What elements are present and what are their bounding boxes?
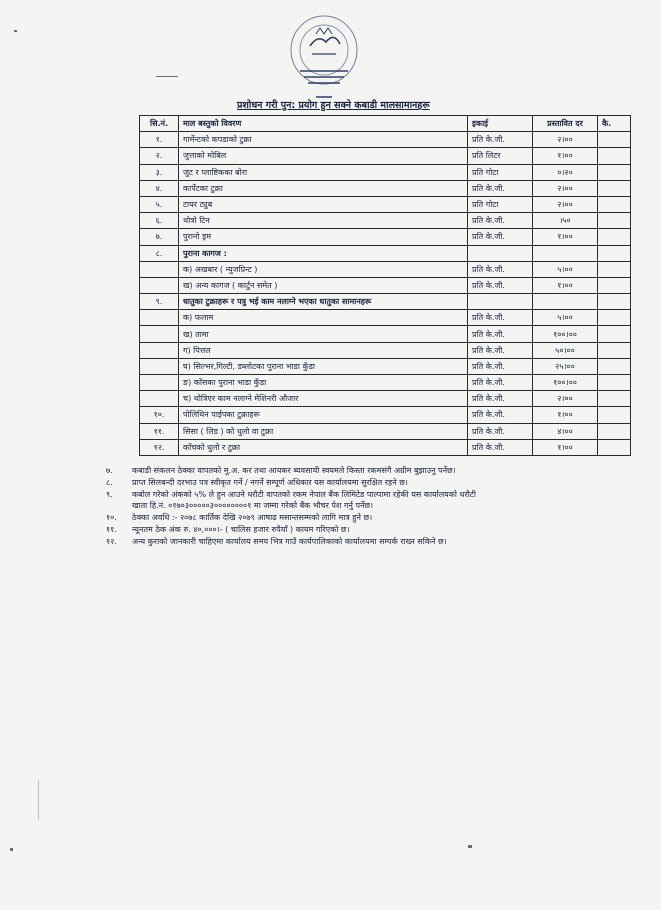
- office-seal-stamp: [286, 10, 362, 102]
- table-row: [140, 342, 631, 358]
- table-row: [140, 375, 631, 391]
- serial-cell: १०.: [140, 407, 179, 423]
- serial-cell: [140, 358, 179, 374]
- note-text: कबोल गरेको अंकको ५% ले हुन आउने धरौटी वापतको रकम नेपाल बैंक लिमिटेड पाल्पामा रहेकी यस कार्यालयको धरौटी: [132, 490, 476, 499]
- remarks-cell: [598, 407, 631, 423]
- scan-speck: [38, 780, 39, 820]
- note-text-continued: खाता हि.नं. ०१७०३०००००३००००००००१ मा जम्मा गरेको बैंक भौचर पेश गर्नु पर्नेछ।: [132, 501, 374, 510]
- unit-cell: प्रति के.जी.: [468, 132, 533, 148]
- rate-cell: [533, 245, 598, 261]
- description-cell: ख) तामा: [179, 326, 468, 342]
- table-row: [140, 180, 631, 196]
- seal-emblem-icon: [286, 10, 362, 102]
- note-text-block: [132, 524, 646, 535]
- table-row: [140, 423, 631, 439]
- table-row: [140, 229, 631, 245]
- note-item: [106, 489, 646, 511]
- table-row: [140, 391, 631, 407]
- rate-cell: २५।००: [533, 358, 598, 374]
- scan-speck: [14, 30, 17, 32]
- rate-cell: १।००: [533, 407, 598, 423]
- description-cell: पुरानो ड्रम: [179, 229, 468, 245]
- note-text: न्यूनतम ठेक अंक रु. ४०,०००।- ( चालिस हजार रुपैयाँ ) कायम गरिएको छ।: [132, 525, 350, 534]
- serial-cell: १२.: [140, 439, 179, 455]
- rate-cell: २।००: [533, 180, 598, 196]
- unit-cell: प्रति लिटर: [468, 148, 533, 164]
- column-header-description: माल बस्तुको विवरण: [179, 116, 468, 132]
- serial-cell: [140, 326, 179, 342]
- description-cell: क) फलाम: [179, 310, 468, 326]
- description-cell: सिसा ( लिड ) को धुलो वा टुक्रा: [179, 423, 468, 439]
- rate-cell: ४।००: [533, 423, 598, 439]
- note-text-block: [132, 465, 646, 476]
- note-number: १०.: [106, 513, 117, 522]
- serial-cell: २.: [140, 148, 179, 164]
- scrap-items-table: [139, 115, 631, 456]
- note-item: [106, 465, 646, 476]
- description-cell: गार्मेन्टको कपडाको टुक्रा: [179, 132, 468, 148]
- rate-cell: ५।००: [533, 310, 598, 326]
- scan-speck: [10, 848, 13, 851]
- rate-cell: ५०।००: [533, 342, 598, 358]
- remarks-cell: [598, 132, 631, 148]
- rate-cell: २।००: [533, 196, 598, 212]
- remarks-cell: [598, 213, 631, 229]
- note-item: [106, 524, 646, 535]
- remarks-cell: [598, 423, 631, 439]
- description-cell: ग) पित्तल: [179, 342, 468, 358]
- note-item: [106, 536, 646, 547]
- remarks-cell: [598, 342, 631, 358]
- unit-cell: प्रति के.जी.: [468, 423, 533, 439]
- remarks-cell: [598, 439, 631, 455]
- table-row: [140, 132, 631, 148]
- serial-cell: [140, 375, 179, 391]
- remarks-cell: [598, 261, 631, 277]
- rate-cell: १।००: [533, 439, 598, 455]
- serial-cell: ४.: [140, 180, 179, 196]
- unit-cell: प्रति के.जी.: [468, 342, 533, 358]
- remarks-cell: [598, 245, 631, 261]
- unit-cell: प्रति के.जी.: [468, 391, 533, 407]
- note-text-block: [132, 477, 646, 488]
- table-row: [140, 261, 631, 277]
- unit-cell: प्रति के.जी.: [468, 326, 533, 342]
- remarks-cell: [598, 326, 631, 342]
- remarks-cell: [598, 310, 631, 326]
- description-cell: पुराना कागज :: [179, 245, 468, 261]
- note-text-block: [132, 536, 646, 547]
- note-text-block: [132, 512, 646, 523]
- unit-cell: प्रति के.जी.: [468, 407, 533, 423]
- rate-cell: १।००: [533, 229, 598, 245]
- remarks-cell: [598, 164, 631, 180]
- note-number: ९.: [106, 490, 113, 499]
- unit-cell: [468, 245, 533, 261]
- table-group-row: [140, 245, 631, 261]
- remarks-cell: [598, 148, 631, 164]
- description-cell: ख) अन्य कागज ( कार्टुन समेत ): [179, 277, 468, 293]
- serial-cell: [140, 310, 179, 326]
- serial-cell: ७.: [140, 229, 179, 245]
- unit-cell: प्रति के.जी.: [468, 229, 533, 245]
- column-header-serial: सि.नं.: [140, 116, 179, 132]
- rate-cell: १००।००: [533, 326, 598, 342]
- table-row: [140, 148, 631, 164]
- serial-cell: ३.: [140, 164, 179, 180]
- remarks-cell: [598, 358, 631, 374]
- unit-cell: प्रति के.जी.: [468, 375, 533, 391]
- unit-cell: प्रति के.जी.: [468, 261, 533, 277]
- column-header-proposed-rate: प्रस्तावित दर: [533, 116, 598, 132]
- remarks-cell: [598, 391, 631, 407]
- note-number: १२.: [106, 537, 117, 546]
- rate-cell: १।००: [533, 277, 598, 293]
- table-row: [140, 326, 631, 342]
- unit-cell: प्रति के.जी.: [468, 180, 533, 196]
- serial-cell: १.: [140, 132, 179, 148]
- rate-cell: [533, 294, 598, 310]
- table-row: [140, 213, 631, 229]
- description-cell: जुट र प्लाष्टिकका बोरा: [179, 164, 468, 180]
- note-item: [106, 512, 646, 523]
- remarks-cell: [598, 277, 631, 293]
- scan-speck: [156, 76, 178, 77]
- rate-cell: १००।००: [533, 375, 598, 391]
- note-number: ७.: [106, 466, 113, 475]
- table-header-row: [140, 116, 631, 132]
- unit-cell: [468, 294, 533, 310]
- serial-cell: [140, 391, 179, 407]
- note-item: [106, 477, 646, 488]
- serial-cell: ८.: [140, 245, 179, 261]
- rate-cell: ५।००: [533, 261, 598, 277]
- description-cell: जुत्ताको मोबिल: [179, 148, 468, 164]
- note-number: ८.: [106, 478, 113, 487]
- remarks-cell: [598, 375, 631, 391]
- note-text-block: [132, 489, 646, 511]
- serial-cell: ६.: [140, 213, 179, 229]
- note-text: प्राप्त सिलबन्दी दरभाउ पत्र स्वीकृत गर्ने / नगर्ने सम्पूर्ण अधिकार यस कार्यालयमा सुरक्षित रहने छ।: [132, 478, 408, 487]
- description-cell: कार्पेटका टुक्रा: [179, 180, 468, 196]
- description-cell: काँचको धुलो र टुक्रा: [179, 439, 468, 455]
- unit-cell: प्रति के.जी.: [468, 358, 533, 374]
- unit-cell: प्रति के.जी.: [468, 439, 533, 455]
- rate-cell: १।००: [533, 148, 598, 164]
- note-number: ११.: [106, 525, 117, 534]
- remarks-cell: [598, 196, 631, 212]
- serial-cell: [140, 342, 179, 358]
- remarks-cell: [598, 294, 631, 310]
- unit-cell: प्रति के.जी.: [468, 310, 533, 326]
- description-cell: टायर ट्युब: [179, 196, 468, 212]
- description-cell: घ) सिल्भर,गिल्टी, डब्लोटका पुराना भाडा कुँडा: [179, 358, 468, 374]
- column-header-unit: इकाई: [468, 116, 533, 132]
- unit-cell: प्रति गोटा: [468, 196, 533, 212]
- table-group-row: [140, 294, 631, 310]
- serial-cell: [140, 277, 179, 293]
- description-cell: पोलिथिन पाईपका टुक्राहरू: [179, 407, 468, 423]
- column-header-remarks: कै.: [598, 116, 631, 132]
- unit-cell: प्रति के.जी.: [468, 277, 533, 293]
- table-row: [140, 277, 631, 293]
- description-cell: ङ) काँसका पुराना भाडा कुँडा: [179, 375, 468, 391]
- note-text: ठेक्का अवधि :- २०७८ कार्तिक देखि २०७९ आषाढ मसान्तसम्मको लागि मात्र हुने छ।: [132, 513, 373, 522]
- description-cell: क) अखबार ( न्युजप्रिन्ट ): [179, 261, 468, 277]
- rate-cell: ०।२०: [533, 164, 598, 180]
- description-cell: थोत्रो टिन: [179, 213, 468, 229]
- table-row: [140, 358, 631, 374]
- terms-notes-list: [106, 465, 646, 548]
- unit-cell: प्रति के.जी.: [468, 213, 533, 229]
- remarks-cell: [598, 180, 631, 196]
- table-row: [140, 310, 631, 326]
- table-row: [140, 164, 631, 180]
- serial-cell: [140, 261, 179, 277]
- remarks-cell: [598, 229, 631, 245]
- page-title: प्रशोधन गरी पुन: प्रयोग हुन सक्ने कबाडी मालसामानहरू: [237, 100, 430, 111]
- rate-cell: २।००: [533, 132, 598, 148]
- serial-cell: ९.: [140, 294, 179, 310]
- description-cell: धातुका टुक्राहरू र पत्रु भई काम नलाग्ने भएका धातुका सामानहरू: [179, 294, 468, 310]
- table-row: [140, 196, 631, 212]
- rate-cell: ।५०: [533, 213, 598, 229]
- serial-cell: ५.: [140, 196, 179, 212]
- note-text: अन्य कुराको जानकारी चाहिएमा कार्यालय समय भित्र गाउँ कार्यपालिकाको कार्यालयमा सम्पर्क राख्न सकिने छ।: [132, 537, 447, 546]
- description-cell: च) थोत्रिएर काम नलाग्ने मेशिनरी औजार: [179, 391, 468, 407]
- table-row: [140, 439, 631, 455]
- scan-speck: [468, 845, 472, 848]
- unit-cell: प्रति गोटा: [468, 164, 533, 180]
- table-row: [140, 407, 631, 423]
- rate-cell: २।००: [533, 391, 598, 407]
- note-text: कबाडी संकलन ठेक्का वापतको मु.अ. कर तथा आयकर ब्यवसायी स्वयमले किस्ता रकमसंगै अग्रीम बुझाउनु पर्नेछ।: [132, 466, 456, 475]
- serial-cell: ११.: [140, 423, 179, 439]
